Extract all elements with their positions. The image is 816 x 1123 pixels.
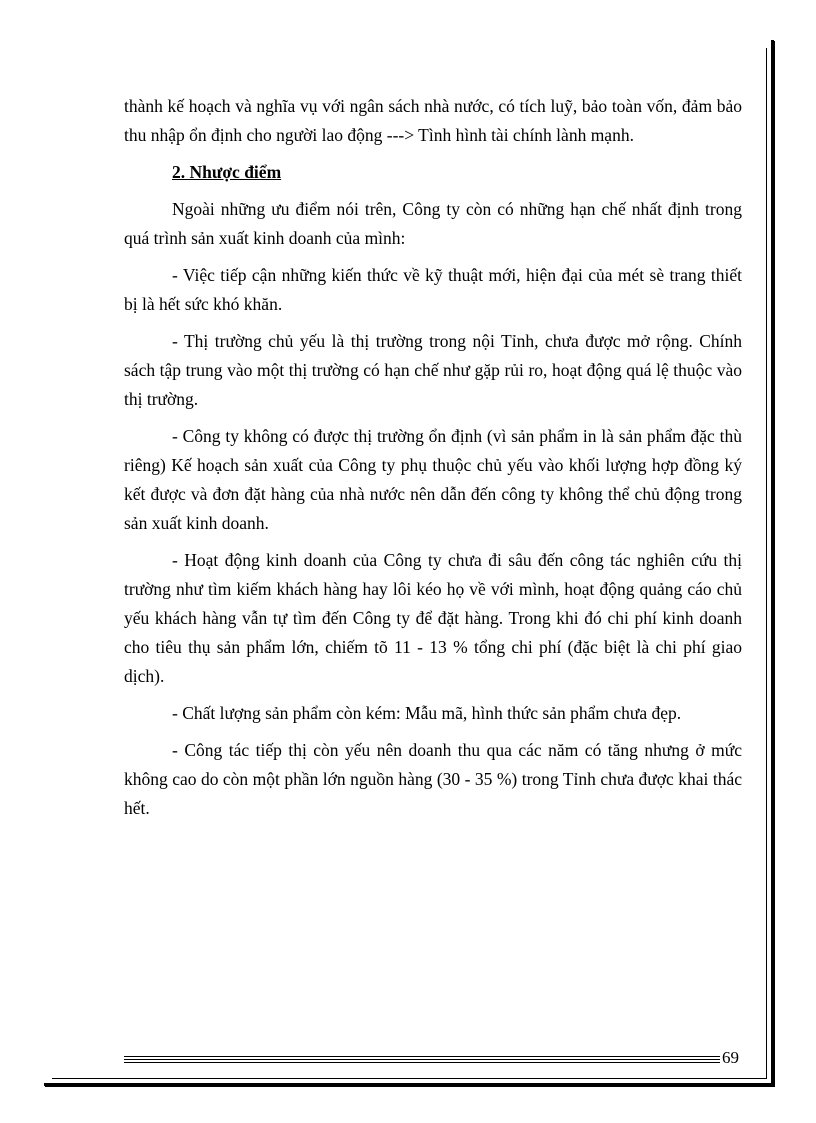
paragraph-item-research: - Hoạt động kinh doanh của Công ty chưa đi sâu đến công tác nghiên cứu thị trường như tìm kiếm khách hàng hay lôi kéo họ về với mình, hoạt động quảng cáo chủ yếu khách hàng vẫn tự tìm đến Công ty để đặt hàng. Trong khi đó chi phí kinh doanh cho tiêu thụ sản phẩm lớn, chiếm tõ 11 - 13 % tổng chi phí (đặc biệt là chi phí giao dịch). [124, 550, 742, 686]
paragraph-intro: Ngoài những ưu điểm nói trên, Công ty còn có những hạn chế nhất định trong quá trình sản xuất kinh doanh của mình: [124, 199, 742, 248]
document-body [124, 92, 742, 831]
paragraph-item-quality: - Chất lượng sản phẩm còn kém: Mẫu mã, hình thức sản phẩm chưa đẹp. [172, 703, 682, 723]
paragraph-item-market: - Thị trường chủ yếu là thị trường trong nội Tỉnh, chưa được mở rộng. Chính sách tập trung vào một thị trường có hạn chế như gặp rủi ro, hoạt động quá lệ thuộc vào thị trường. [124, 331, 742, 409]
footer-rule [124, 1056, 720, 1057]
paragraph-item-technology: - Việc tiếp cận những kiến thức về kỹ thuật mới, hiện đại của mét sè trang thiết bị là hết sức khó khăn. [124, 265, 742, 314]
page-number: 69 [722, 1048, 739, 1067]
paragraph-continuation: thành kế hoạch và nghĩa vụ với ngân sách nhà nước, có tích luỹ, bảo toàn vốn, đảm bảo thu nhập ổn định cho người lao động ---> Tình hình tài chính lành mạnh. [124, 96, 742, 145]
paragraph-item-stability: - Công ty không có được thị trường ổn định (vì sản phẩm in là sản phẩm đặc thù riêng) Kế hoạch sản xuất của Công ty phụ thuộc chủ yếu vào khối lượng hợp đồng ký kết được và đơn đặt hàng của nhà nước nên dẫn đến công ty không thể chủ động trong sản xuất kinh doanh. [124, 426, 742, 533]
section-heading: 2. Nhược điểm [172, 162, 282, 182]
paragraph-item-marketing: - Công tác tiếp thị còn yếu nên doanh thu qua các năm có tăng nhưng ở mức không cao do còn một phần lớn nguồn hàng (30 - 35 %) trong Tỉnh chưa được khai thác hết. [124, 740, 742, 818]
